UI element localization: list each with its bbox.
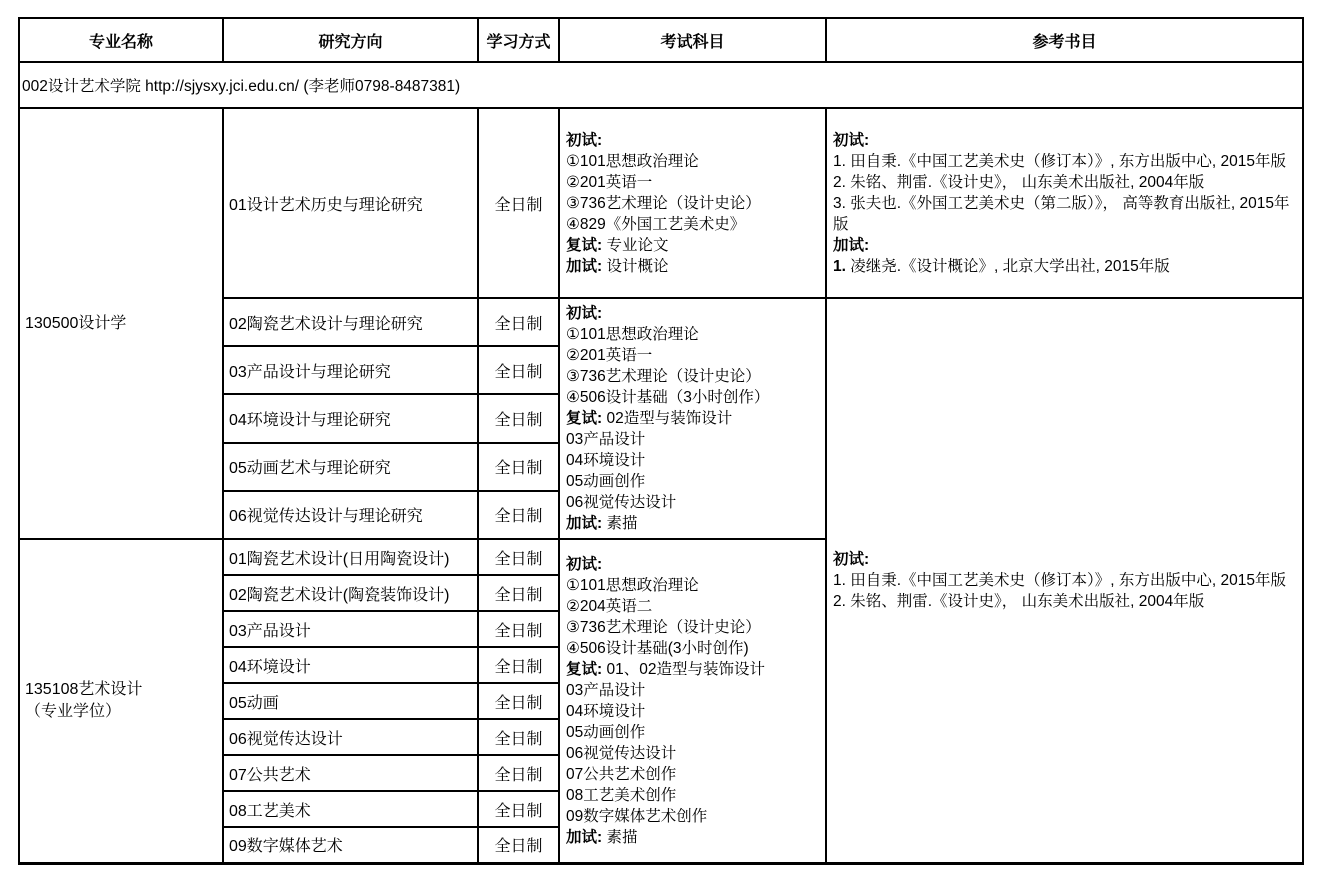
direction-cell: 04环境设计与理论研究 (223, 394, 478, 442)
exam-line: 加试: 设计概论 (566, 257, 669, 275)
table-row (19, 108, 1303, 298)
ref-line: 3. 张夫也.《外国工艺美术史（第二版）》， 高等教育出版社, 2015年版 (833, 194, 1290, 233)
direction-cell: 02陶瓷艺术设计(陶瓷装饰设计) (223, 575, 478, 611)
header-major-name: 专业名称 (19, 18, 223, 62)
direction-cell: 01陶瓷艺术设计(日用陶瓷设计) (223, 539, 478, 575)
mode-cell: 全日制 (478, 394, 559, 442)
direction-cell: 06视觉传达设计与理论研究 (223, 491, 478, 539)
header-reference-books: 参考书目 (826, 18, 1303, 62)
ref-line: 2. 朱铭、荆雷.《设计史》， 山东美术出版社, 2004年版 (833, 592, 1205, 610)
exam-line: 04环境设计 (566, 452, 646, 469)
exam-line: 05动画创作 (566, 723, 646, 741)
ref-cell-130500-row01 (826, 108, 1303, 298)
mode-cell: 全日制 (478, 346, 559, 394)
ref-line: 初试: (833, 550, 870, 568)
ref-line: 1. 田自秉.《中国工艺美术史（修订本）》, 东方出版中心, 2015年版 (833, 152, 1286, 170)
school-row (19, 62, 1303, 108)
mode-cell: 全日制 (478, 611, 559, 647)
exam-line: ②201英语一 (566, 347, 653, 364)
exam-line: 04环境设计 (566, 702, 646, 720)
exam-line: 复试: 专业论文 (566, 236, 669, 254)
ref-line: 初试: (833, 131, 870, 149)
mode-cell: 全日制 (478, 298, 559, 346)
school-info: 002设计艺术学院 http://sjysxy.jci.edu.cn/ (李老师0798-8487381) (19, 62, 1303, 108)
exam-line: 初试: (566, 555, 603, 573)
exam-line: ②201英语一 (566, 173, 653, 191)
direction-cell: 01设计艺术历史与理论研究 (223, 108, 478, 298)
major-name: 130500设计学 (25, 314, 127, 332)
mode-cell: 全日制 (478, 755, 559, 791)
direction-cell: 03产品设计 (223, 611, 478, 647)
direction-cell: 07公共艺术 (223, 755, 478, 791)
mode-cell: 全日制 (478, 443, 559, 491)
exam-line: 06视觉传达设计 (566, 494, 677, 511)
major-name: 135108艺术设计 (25, 680, 143, 698)
mode-cell: 全日制 (478, 539, 559, 575)
direction-cell: 08工艺美术 (223, 791, 478, 827)
exam-line: ④506设计基础（3小时创作） (566, 389, 770, 406)
exam-cell-135108 (559, 539, 826, 863)
mode-cell: 全日制 (478, 683, 559, 719)
header-research-direction: 研究方向 (223, 18, 478, 62)
header-study-mode: 学习方式 (478, 18, 559, 62)
direction-cell: 03产品设计与理论研究 (223, 346, 478, 394)
direction-cell: 06视觉传达设计 (223, 719, 478, 755)
exam-line: ①101思想政治理论 (566, 576, 699, 594)
exam-cell-130500-rows02-06 (559, 298, 826, 539)
exam-line: 初试: (566, 305, 603, 322)
exam-line: ③736艺术理论（设计史论） (566, 368, 761, 385)
major-cell-130500 (19, 108, 223, 539)
mode-cell: 全日制 (478, 575, 559, 611)
exam-cell-130500-row01 (559, 108, 826, 298)
header-row (19, 18, 1303, 62)
header-exam-subjects: 考试科目 (559, 18, 826, 62)
exam-line: 08工艺美术创作 (566, 786, 677, 804)
exam-line: 加试: 素描 (566, 828, 638, 846)
ref-cell-merged (826, 298, 1303, 863)
ref-line: 2. 朱铭、荆雷.《设计史》， 山东美术出版社, 2004年版 (833, 173, 1205, 191)
direction-cell: 02陶瓷艺术设计与理论研究 (223, 298, 478, 346)
ref-line: 1. 凌继尧.《设计概论》, 北京大学出社, 2015年版 (833, 257, 1170, 275)
admissions-table (18, 17, 1304, 865)
mode-cell: 全日制 (478, 491, 559, 539)
exam-line: 09数字媒体艺术创作 (566, 807, 708, 825)
exam-line: ④506设计基础(3小时创作) (566, 639, 749, 657)
exam-line: 03产品设计 (566, 681, 646, 699)
direction-cell: 05动画艺术与理论研究 (223, 443, 478, 491)
mode-cell: 全日制 (478, 719, 559, 755)
exam-line: ③736艺术理论（设计史论） (566, 618, 761, 636)
ref-line: 加试: (833, 236, 870, 254)
exam-line: 加试: 素描 (566, 515, 638, 532)
exam-line: 07公共艺术创作 (566, 765, 677, 783)
direction-cell: 09数字媒体艺术 (223, 827, 478, 863)
exam-line: ①101思想政治理论 (566, 152, 699, 170)
direction-cell: 05动画 (223, 683, 478, 719)
mode-cell: 全日制 (478, 647, 559, 683)
ref-line: 1. 田自秉.《中国工艺美术史（修订本）》, 东方出版中心, 2015年版 (833, 571, 1286, 589)
exam-line: ③736艺术理论（设计史论） (566, 194, 761, 212)
exam-line: ②204英语二 (566, 597, 653, 615)
exam-line: 05动画创作 (566, 473, 646, 490)
exam-line: 复试: 01、02造型与装饰设计 (566, 660, 765, 678)
major-cell-135108 (19, 539, 223, 863)
mode-cell: 全日制 (478, 791, 559, 827)
exam-line: 06视觉传达设计 (566, 744, 677, 762)
exam-line: ①101思想政治理论 (566, 326, 699, 343)
mode-cell: 全日制 (478, 827, 559, 863)
exam-line: 初试: (566, 131, 603, 149)
major-degree-type: （专业学位） (25, 702, 122, 720)
exam-line: 03产品设计 (566, 431, 646, 448)
exam-line: ④829《外国工艺美术史》 (566, 215, 746, 233)
mode-cell: 全日制 (478, 108, 559, 298)
direction-cell: 04环境设计 (223, 647, 478, 683)
exam-line: 复试: 02造型与装饰设计 (566, 410, 733, 427)
